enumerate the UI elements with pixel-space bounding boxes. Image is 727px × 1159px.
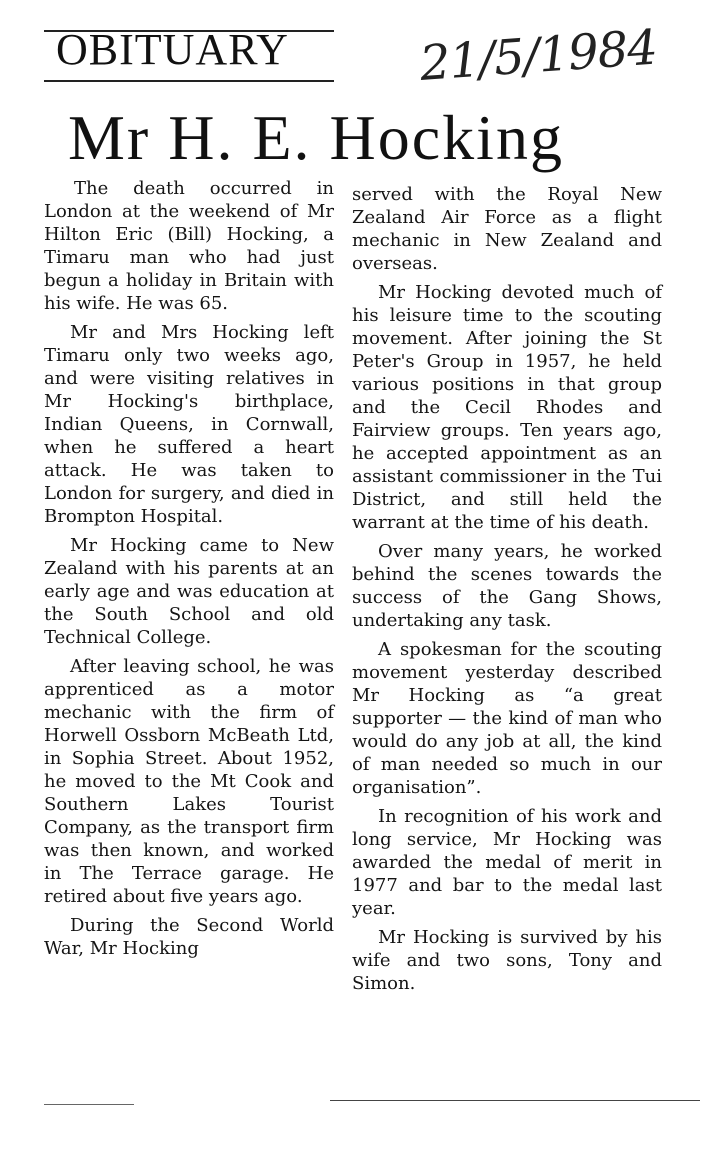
paragraph: In recognition of his work and long service, Mr Hocking was awarded the medal of merit in 1977 and bar to the medal last year.	[352, 806, 662, 919]
article-column-right	[352, 183, 662, 995]
paragraph: After leaving school, he was apprenticed as a motor mechanic with the firm of Horwell Ossborn McBeath Ltd, in Sophia Street. About 1952, he moved to the Mt Cook and Southern Lakes Tourist Company, as the transport firm was then known, and worked in The Terrace garage. He retired about five years ago.	[44, 656, 334, 907]
paragraph: Over many years, he worked behind the scenes towards the success of the Gang Shows, undertaking any task.	[352, 541, 662, 631]
paragraph: Mr and Mrs Hocking left Timaru only two weeks ago, and were visiting relatives in Mr Hocking's birthplace, Indian Queens, in Cornwall, when he suffered a heart attack. He was taken to London for surgery, and died in Brompton Hospital.	[44, 322, 334, 527]
handwritten-date: 21/5/1984	[418, 19, 659, 92]
paragraph: During the Second World War, Mr Hocking	[44, 915, 334, 959]
paragraph: A spokesman for the scouting movement yesterday described Mr Hocking as “a great supporter — the kind of man who would do any job at all, the kind of man needed so much in our organisation”.	[352, 639, 662, 798]
clipping-bottom-rule-left	[44, 1104, 134, 1105]
paragraph: Mr Hocking came to New Zealand with his parents at an early age and was education at the South School and old Technical College.	[44, 535, 334, 648]
paragraph: Mr Hocking devoted much of his leisure time to the scouting movement. After joining the St Peter's Group in 1957, he held various positions in that group and the Cecil Rhodes and Fairview groups. Ten years ago, he accepted appointment as an assistant commissioner in the Tui District, and still held the warrant at the time of his death.	[352, 282, 662, 533]
clipping-bottom-rule	[330, 1100, 700, 1101]
section-heading: OBITUARY	[56, 25, 289, 74]
paragraph-continuation: served with the Royal New Zealand Air Force as a flight mechanic in New Zealand and overseas.	[352, 184, 662, 274]
paragraph: Mr Hocking is survived by his wife and two sons, Tony and Simon.	[352, 927, 662, 994]
heading-rule-bottom	[44, 80, 334, 82]
headline: Mr H. E. Hocking	[68, 102, 564, 173]
paragraph: The death occurred in London at the weekend of Mr Hilton Eric (Bill) Hocking, a Timaru man who had just begun a holiday in Britain with his wife. He was 65.	[44, 178, 334, 314]
article-column-left	[44, 177, 334, 960]
